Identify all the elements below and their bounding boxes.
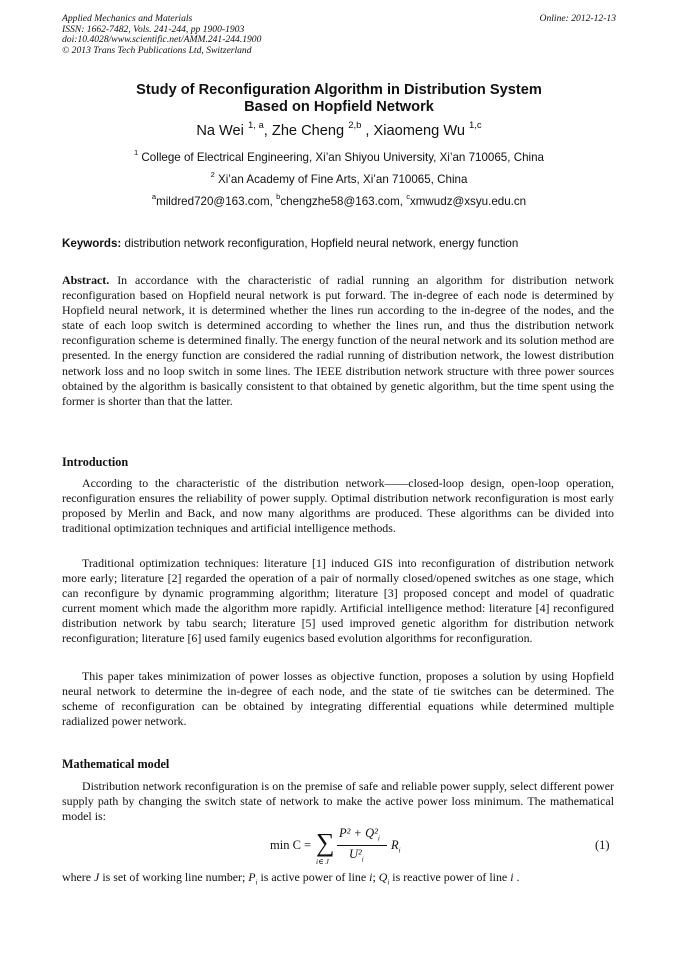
where-text: is set of working line number; (102, 870, 246, 884)
denominator-subscript: i (361, 855, 364, 864)
intro-paragraph: According to the characteristic of the distribution network——closed-loop design, open-loop operation, reconfiguration ensures the reliability of power supply. Optimal distribution network reconfiguration is most early proposed by Merlin and Back, and now many algorithms are produced. These algorithms can be divided into traditional optimization techniques and artificial intelligence methods. (62, 476, 614, 536)
equation-1 (270, 826, 480, 868)
equation-number: (1) (595, 838, 610, 852)
affiliation-1 (62, 148, 616, 164)
abstract (62, 273, 614, 409)
where-text: . (516, 870, 520, 884)
equation-lhs: min C = (270, 838, 312, 852)
abstract-text: In accordance with the characteristic of radial running an algorithm for distribution network reconfiguration based on Hopfield neural network is put forward. The in-degree of each node is determined by Hopfield neural network, it is determined whether the lines run according to the in-degree of the nodes, and the state of each loop switch is determined according to whether the lines run, and thus the distribution network reconfiguration scheme is determined finally. The energy function of the neural network and its solution method are presented. In the energy function are considered the radial running of distribution network, the lowest distribution network loss and no loop switch in some lines. The IEEE distribution network structure with three power sources obtained by the algorithm is basically consistent to that obtained by genetic algorithm, but the time spent using the former is shorter than that the latter. (62, 273, 614, 408)
journal-name: Applied Mechanics and Materials (62, 13, 193, 24)
author-list (62, 119, 616, 139)
var-p: P (248, 870, 256, 884)
paper-title (62, 82, 616, 116)
keywords-label: Keywords: (62, 237, 122, 250)
title-line-2: Based on Hopfield Network (244, 99, 434, 115)
author-name: Zhe Cheng (271, 123, 345, 139)
keywords (62, 237, 616, 250)
online-date: Online: 2012-12-13 (539, 13, 616, 24)
factor-subscript: i (398, 846, 401, 855)
affiliation-sup: 2 (210, 170, 215, 180)
author-name: Xiaomeng Wu (373, 123, 465, 139)
summation-symbol: ∑ (316, 828, 335, 857)
email-sup: c (406, 192, 410, 202)
numerator-text: P² + Q² (339, 826, 378, 840)
intro-paragraph: This paper takes minimization of power losses as objective function, proposes a solution by using Hopfield neural network to determine the in-degree of each node, and the state of tie switches can be determined. The scheme of reconfiguration can be obtained by integrating differential equations while determined multiple radialized power network. (62, 669, 614, 729)
var-p-subscript: i (255, 878, 258, 887)
email-separator: , (399, 195, 407, 208)
author-sup: 1,c (469, 119, 482, 131)
email-address[interactable]: mildred720@163.com (156, 195, 270, 208)
email-sup: a (151, 192, 157, 202)
where-clause (62, 870, 614, 890)
var-q: Q (378, 870, 388, 884)
var-q-subscript: i (387, 878, 390, 887)
affiliation-text: College of Electrical Engineering, Xi’an Shiyou University, Xi’an 710065, China (141, 151, 544, 164)
affiliation-text: Xi’an Academy of Fine Arts, Xi’an 710065, China (218, 173, 468, 186)
author-name: Na Wei (196, 123, 244, 139)
where-text: where (62, 870, 92, 884)
math-model-heading: Mathematical model (62, 757, 170, 771)
abstract-label: Abstract. (62, 273, 110, 287)
introduction-heading: Introduction (62, 455, 129, 469)
where-text: is reactive power of line (392, 870, 508, 884)
author-separator: , (361, 123, 374, 139)
email-sup: b (276, 192, 281, 202)
factor-text: R (391, 838, 399, 852)
var-i: i (510, 870, 514, 884)
email-list (62, 192, 616, 208)
title-line-1: Study of Reconfiguration Algorithm in Distribution System (136, 82, 542, 98)
equation-factor (391, 838, 401, 855)
denominator-text: U² (349, 847, 362, 861)
copyright-line: © 2013 Trans Tech Publications Ltd, Switzerland (62, 44, 252, 56)
affiliation-sup: 1 (133, 148, 139, 158)
journal-header (62, 14, 616, 56)
doi-line: doi:10.4028/www.scientific.net/AMM.241-244.1900 (62, 34, 262, 46)
author-sup: 2,b (348, 119, 362, 131)
email-separator: , (269, 195, 277, 208)
var-j: J (94, 870, 100, 884)
issn-line: ISSN: 1662-7482, Vols. 241-244, pp 1900-1903 (62, 23, 245, 35)
fraction-bar (337, 845, 387, 846)
numerator-subscript: i (377, 834, 380, 843)
equation-denominator (349, 847, 364, 864)
var-i: i (369, 870, 373, 884)
math-model-paragraph: Distribution network reconfiguration is on the premise of safe and reliable power supply, select different power supply path by changing the switch state of network to make the active power loss minimum. The mathematical model is: (62, 779, 614, 824)
author-separator: , (263, 123, 272, 139)
intro-paragraph: Traditional optimization techniques: literature [1] induced GIS into reconfiguration of distribution network more early; literature [2] regarded the operation of a pair of normally closed/opened switches as one stage, which can reconfigure by dynamic programming algorithm; literature [3] proposed concept and model of quadratic current moment which made the algorithm more rapidly. Artificial intelligence method: literature [4] reconfigured distribution network by tabu search; literature [5] used improved genetic algorithm for distribution network reconfiguration; literature [6] used family eugenics based evolution algorithms for reconfiguration. (62, 556, 614, 646)
where-text: is active power of line (260, 870, 367, 884)
email-address[interactable]: chengzhe58@163.com (280, 195, 400, 208)
equation-numerator (339, 826, 380, 843)
where-text: ; (372, 870, 376, 884)
summation-index: i∈ J (316, 857, 329, 866)
email-address[interactable]: xmwudz@xsyu.edu.cn (409, 195, 527, 208)
keywords-text: distribution network reconfiguration, Hopfield neural network, energy function (124, 237, 519, 250)
affiliation-2 (62, 170, 616, 186)
author-sup: 1, a (247, 119, 264, 131)
